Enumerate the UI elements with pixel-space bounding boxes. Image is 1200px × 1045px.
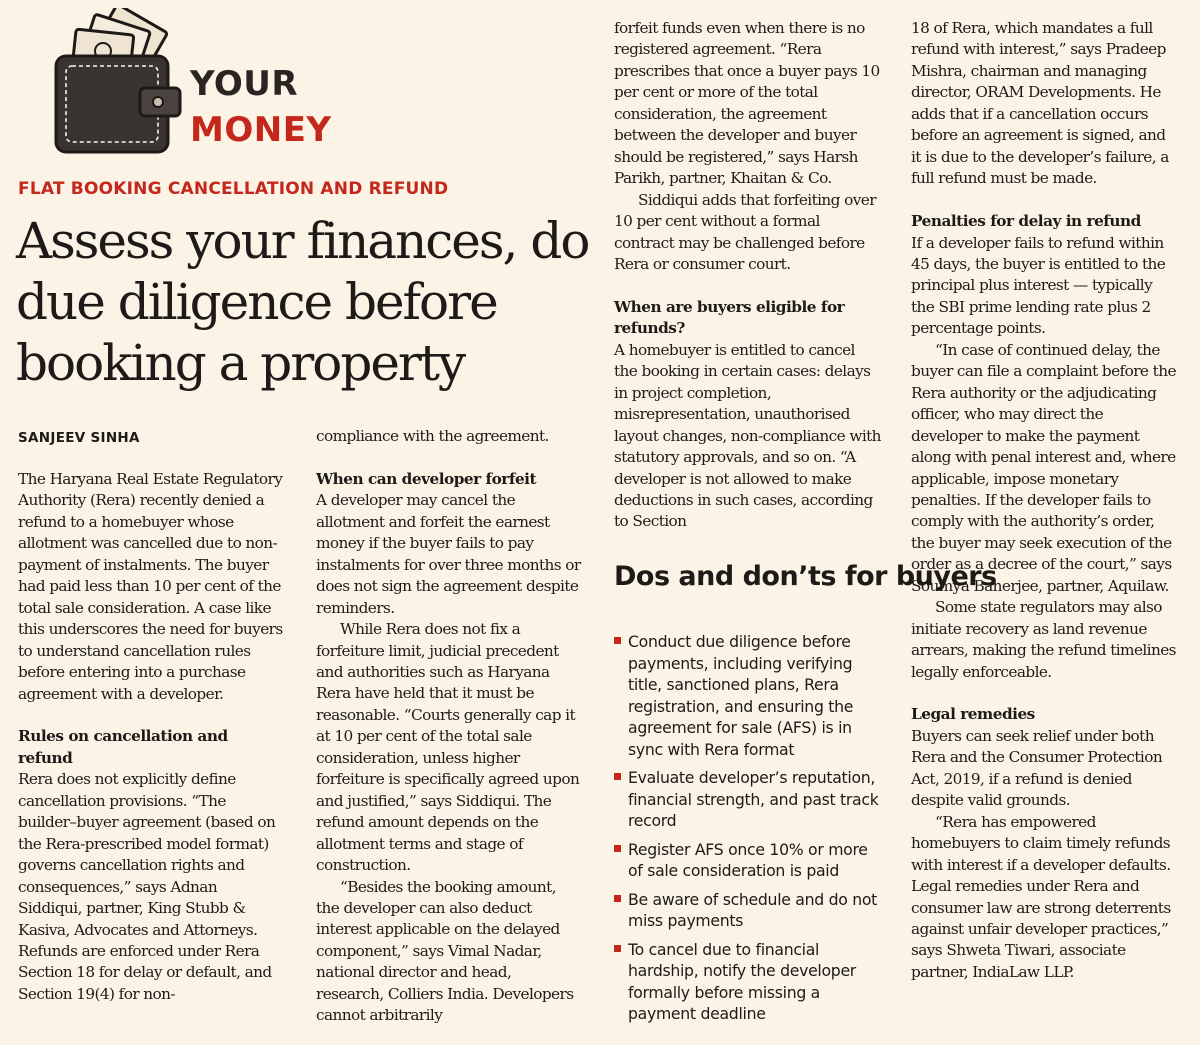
paragraph: Rera does not explicitly define cancellation provisions. “The builder–buyer agreement (based on the Rera-prescribed model format) governs cancellation rights and consequences,” says Adnan Siddiqui, partner, King Stubb & Kasiva, Advocates and Attorneys. Refunds are enforced under Rera Section 18 for delay or default, and Section 19(4) for non- [18, 770, 276, 1003]
paragraph: “In case of continued delay, the buyer can file a complaint before the Rera authority or the adjudicating officer, who may direct the developer to make the payment along with penal interest and, where applicable, impose monetary penalties. If the developer fails to comply with the authority’s order, the buyer may seek execution of the order as a decree of the court,” says Soumya Banerjee, partner, Aquilaw. [911, 340, 1176, 595]
paragraph: compliance with the agreement. [316, 427, 549, 445]
paragraph: If a developer fails to refund within 45 days, the buyer is entitled to the principal plus interest — typically the SBI prime lending rate plus 2 percentage points. [911, 233, 1166, 338]
paragraph: A developer may cancel the allotment and forfeit the earnest money if the buyer fails to pay instalments for over three months or does not sign the agreement despite reminders. [316, 491, 581, 617]
box-title: Dos and don’ts for buyers [614, 561, 997, 592]
column-3 [614, 18, 882, 533]
paragraph: 18 of Rera, which mandates a full refund with interest,” says Pradeep Mishra, chairman and managing director, ORAM Developments. He adds that if a cancellation occurs before an agreement is signed, and it is due to the developer’s failure, a full refund must be made. [911, 19, 1169, 188]
bullet-square-icon [614, 845, 621, 852]
paragraph: Siddiqui adds that forfeiting over 10 per cent without a formal contract may be challenged before Rera or consumer court. [614, 190, 876, 273]
paragraph: Some state regulators may also initiate recovery as land revenue arrears, making the refund timelines legally enforceable. [911, 598, 1176, 681]
brand-your: YOUR [190, 64, 299, 104]
kicker: FLAT BOOKING CANCELLATION AND REFUND [18, 179, 449, 199]
paragraph: Buyers can seek relief under both Rera and the Consumer Protection Act, 2019, if a refund is denied despite valid grounds. [911, 726, 1163, 810]
list-item: To cancel due to financial hardship, notify the developer formally before missing a payment deadline [614, 939, 884, 1025]
list-item: Be aware of schedule and do not miss payments [614, 889, 884, 932]
subhead-forfeit: When can developer forfeit [316, 469, 537, 488]
paragraph: forfeit funds even when there is no registered agreement. “Rera prescribes that once a buyer pays 10 per cent or more of the total consideration, the agreement between the developer and buyer should be registered,” says Harsh Parikh, partner, Khaitan & Co. [614, 19, 880, 188]
bullet-square-icon [614, 895, 621, 902]
subhead-eligible: When are buyers eligible for refunds? [614, 297, 845, 338]
brand-money: MONEY [190, 110, 332, 150]
headline: Assess your finances, do due diligence before booking a property [16, 212, 589, 392]
byline: SANJEEV SINHA [18, 430, 140, 446]
bullet-square-icon [614, 945, 621, 952]
subhead-rules: Rules on cancellation and refund [18, 727, 228, 767]
subhead-penalties: Penalties for delay in refund [911, 212, 1141, 231]
paragraph: “Rera has empowered homebuyers to claim timely refunds with interest if a developer defaults. Legal remedies under Rera and consumer law are strong deterrents against unfair developer practices,” says Shweta Tiwari, associate partner, IndiaLaw LLP. [911, 812, 1171, 981]
paragraph: While Rera does not fix a forfeiture limit, judicial precedent and authorities such as Haryana Rera have held that it must be reasonable. “Courts generally cap it at 10 per cent of the total sale consideration, unless higher forfeiture is specifically agreed upon and justified,” says Siddiqui. The refund amount depends on the allotment terms and stage of construction. [316, 620, 580, 875]
bullet-square-icon [614, 773, 621, 780]
list-item: Conduct due diligence before payments, including verifying title, sanctioned plans, Rera registration, and ensuring the agreement for sale (AFS) is in sync with Rera format [614, 631, 884, 760]
list-item: Evaluate developer’s reputation, financial strength, and past track record [614, 767, 884, 832]
column-4 [911, 18, 1177, 983]
bullet-square-icon [614, 637, 621, 644]
list-item: Register AFS once 10% or more of sale consideration is paid [614, 839, 884, 882]
paragraph: The Haryana Real Estate Regulatory Authority (Rera) recently denied a refund to a homebuyer whose allotment was cancelled due to non-payment of instalments. The buyer had paid less than 10 per cent of the total sale consideration. A case like this underscores the need for buyers to understand cancellation rules before entering into a purchase agreement with a developer. [18, 470, 283, 703]
subhead-legal: Legal remedies [911, 705, 1035, 724]
dos-list [614, 631, 884, 1032]
column-1 [18, 469, 284, 1005]
paragraph: “Besides the booking amount, the developer can also deduct interest applicable on the delayed component,” says Vimal Nadar, national director and head, research, Colliers India. Developers cannot arbitrarily [316, 877, 574, 1025]
paragraph: A homebuyer is entitled to cancel the booking in certain cases: delays in project completion, misrepresentation, unauthorised layout changes, non-compliance with statutory approvals, and so on. “A developer is not allowed to make deductions in such cases, according to Section [614, 340, 881, 531]
column-2 [316, 426, 582, 1027]
wallet-illustration [52, 8, 184, 158]
